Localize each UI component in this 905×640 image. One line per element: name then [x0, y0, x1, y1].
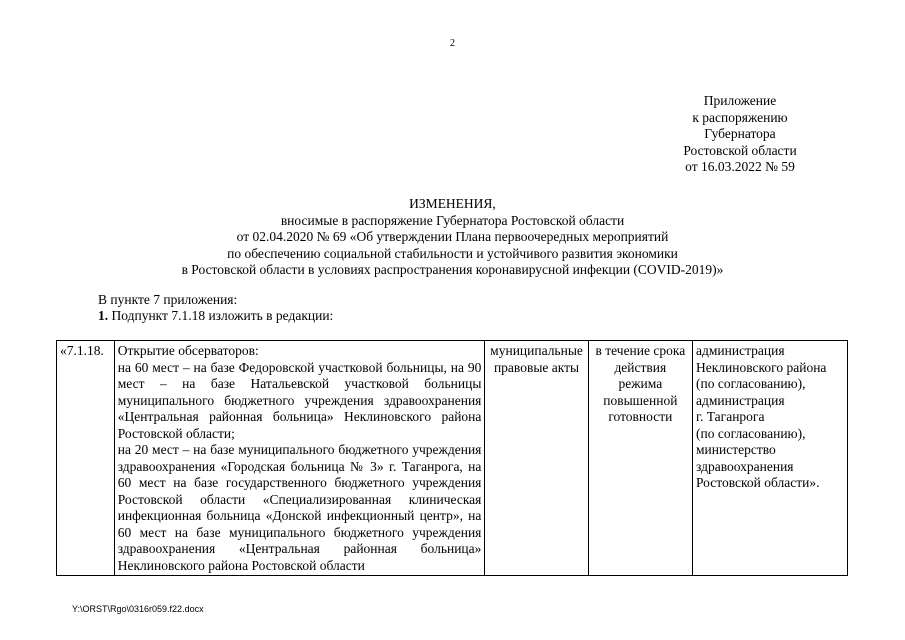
heading-line: по обеспечению социальной стабильности и устойчивого развития экономики: [227, 245, 678, 261]
intro-item-number: 1.: [98, 308, 109, 323]
document-title: ИЗМЕНЕНИЯ,: [409, 196, 496, 211]
item-number-cell: «7.1.18.: [57, 341, 115, 576]
heading-line: от 02.04.2020 № 69 «Об утверждении Плана первоочередных мероприятий: [236, 229, 669, 244]
table-row: [57, 341, 848, 576]
executor-line: администрация Неклиновского района: [696, 343, 827, 375]
approval-stamp: [640, 93, 840, 176]
document-type-cell: муниципальные правовые акты: [485, 341, 588, 576]
approval-line: Приложение: [703, 93, 777, 108]
intro-item-text: Подпункт 7.1.18 изложить в редакции:: [108, 308, 334, 323]
measure-paragraph: на 20 мест – на базе муниципального бюджетного учреждения здравоохранения «Городская больница № 3» г. Таганрога, на 60 мест на базе государственного бюджетного учреждения Ростовской области «Специализированная клиническая инфекционная больница «Донской инфекционный центр», на 60 мест на базе муниципального бюджетного учреждения здравоохранения «Центральная районная больница» Неклиновского района Ростовской области: [117, 442, 482, 573]
term-cell: в течение срока действия режима повышенной готовности: [588, 341, 692, 576]
approval-line: Ростовской области: [683, 142, 797, 158]
approval-line: Губернатора: [704, 126, 776, 141]
executor-line: администрация: [696, 392, 785, 408]
executor-line: министерство здравоохранения Ростовской области».: [696, 442, 820, 490]
executor-line: (по согласованию),: [696, 376, 806, 391]
approval-line: к распоряжению: [692, 109, 788, 125]
intro-line-2: [98, 308, 333, 324]
measure-paragraph: на 60 мест – на базе Федоровской участковой больницы, на 90 мест – на базе Натальевской участковой больницы муниципального бюджетного учреждения здравоохранения «Центральная районная больница» Неклиновского района Ростовской области;: [117, 359, 482, 441]
file-path-footer: Y:\ORST\Rgo\0316r059.f22.docx: [72, 604, 204, 614]
measure-heading: Открытие обсерваторов:: [117, 343, 259, 358]
executor-line: г. Таганрога: [696, 409, 765, 424]
executor-line: (по согласованию),: [696, 425, 806, 441]
measure-cell: [114, 341, 485, 576]
executors-cell: [693, 341, 848, 576]
page-number: 2: [450, 38, 455, 49]
document-heading: [90, 196, 815, 279]
intro-line-1: В пункте 7 приложения:: [98, 292, 238, 307]
amendment-table: [56, 340, 848, 576]
approval-line: от 16.03.2022 № 59: [685, 159, 795, 174]
heading-line: в Ростовской области в условиях распространения коронавирусной инфекции (COVID-2019)»: [181, 262, 724, 277]
heading-line: вносимые в распоряжение Губернатора Ростовской области: [280, 212, 625, 228]
